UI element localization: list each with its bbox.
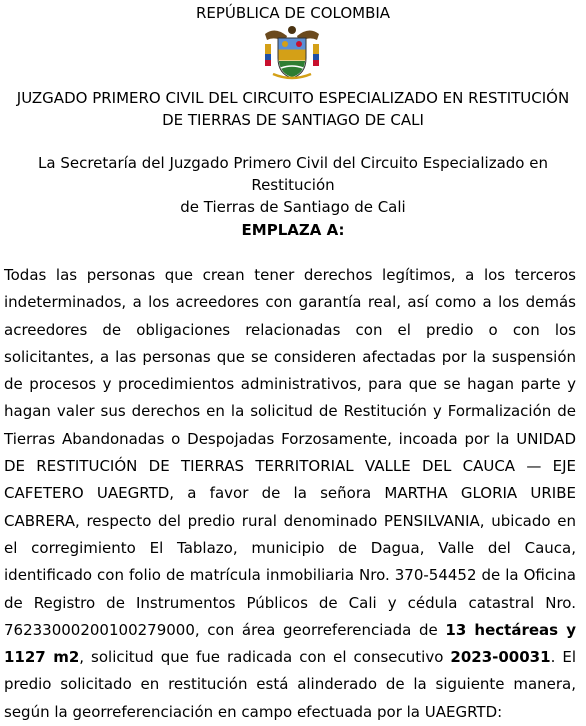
georeferenced-area: 13 hectáreas y 1127 m2 — [4, 620, 576, 667]
country-title: REPÚBLICA DE COLOMBIA — [195, 4, 391, 22]
secretary-statement — [0, 152, 586, 218]
summons-heading: EMPLAZA A: — [241, 221, 345, 239]
body-text-part2: , solicitud que fue radicada con el consecutivo — [79, 648, 451, 667]
court-name-line2: DE TIERRAS DE SANTIAGO DE CALI — [162, 111, 424, 129]
court-name-line1: JUZGADO PRIMERO CIVIL DEL CIRCUITO ESPECIALIZADO EN RESTITUCIÓN — [16, 89, 570, 107]
body-text-part3: . El predio solicitado en restitución está alinderado de la siguiente manera, según la georreferenciación en campo efectuada por la UAEGRTD: — [4, 648, 576, 721]
body-text-part1: Todas las personas que crean tener derechos legítimos, a los terceros indeterminados, a los acreedores con garantía real, así como a los demás acreedores de obligaciones relacionadas con el predio o con los solicitantes, a las personas que se consideren afectadas por la suspensión de procesos y procedimientos administrativos, para que se hagan parte y hagan valer sus derechos en la solicitud de Restitución y Formalización de Tierras Abandonadas o Despojadas Forzosamente, incoada por la UNIDAD DE RESTITUCIÓN DE TIERRAS TERRITORIAL VALLE DEL CAUCA — EJE CAFETERO UAEGRTD, a favor de la señora MARTHA GLORIA URIBE CABRERA, respecto del predio rural denominado PENSILVANIA, ubicado en el corregimiento El Tablazo, municipio de Dagua, Valle del Cauca, identificado con folio de matrícula inmobiliaria Nro. 370-54452 de la Oficina de Registro de Instrumentos Públicos de Cali y cédula catastral Nro. 76233000200100279000, con área georreferenciada de — [4, 266, 576, 639]
secretary-line1: La Secretaría del Juzgado Primero Civil del Circuito Especializado en Restitución — [38, 154, 548, 194]
case-consecutive: 2023-00031 — [450, 648, 551, 667]
summons-body — [4, 262, 576, 726]
colombia-coat-of-arms-icon — [263, 24, 321, 80]
secretary-line2: de Tierras de Santiago de Cali — [180, 198, 406, 216]
court-name — [0, 87, 586, 131]
